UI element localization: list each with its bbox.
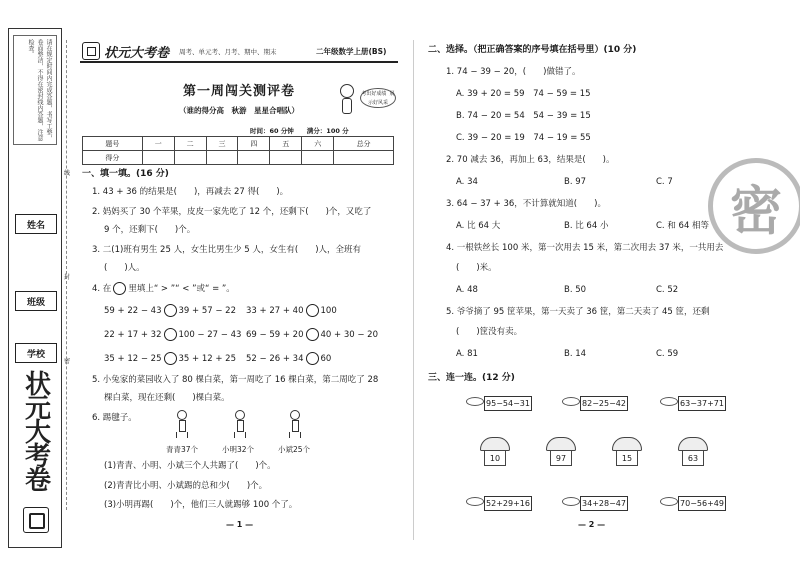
question-2-5b: ( )筐没有卖。 [456, 327, 523, 337]
score-header-cell: 四 [238, 137, 270, 151]
score-cell[interactable] [142, 151, 174, 165]
compare-circle[interactable] [164, 304, 177, 317]
option-b[interactable]: B. 74 − 20 = 54 54 − 39 = 15 [456, 111, 591, 121]
question-1-6: 6. 踢毽子。 [92, 413, 137, 423]
compare-left: 33 + 27 + 40 [246, 306, 304, 316]
question-2-3: 3. 64 − 37 + 36，不计算就知道( )。 [446, 199, 606, 209]
score-header-cell: 六 [302, 137, 334, 151]
question-2-2: 2. 70 减去 36，再加上 63，结果是( )。 [446, 155, 615, 165]
section-1-title: 一、填一填。(16 分) [82, 169, 169, 179]
score-cell[interactable] [174, 151, 206, 165]
section-3-title: 三、连一连。(12 分) [428, 373, 515, 383]
question-1-5a: 5. 小兔家的菜园收入了 80 棵白菜，第一周吃了 16 棵白菜，第二周吃了 28 [92, 375, 379, 385]
score-cell[interactable] [270, 151, 302, 165]
compare-circle[interactable] [306, 304, 319, 317]
compare-row [246, 352, 331, 365]
option-b[interactable]: B. 97 [564, 177, 587, 187]
page-number-right: — 2 — [578, 520, 606, 529]
score-header-row [83, 137, 394, 151]
compare-circle[interactable] [306, 352, 319, 365]
bird-icon [660, 394, 678, 406]
compare-circle[interactable] [306, 328, 319, 341]
kid-illustration [232, 410, 248, 440]
house-number: 15 [616, 450, 638, 466]
score-row-label: 得分 [83, 151, 143, 165]
compare-right: 60 [320, 354, 332, 364]
page-number-left: — 1 — [226, 520, 254, 529]
score-cell[interactable] [302, 151, 334, 165]
bird-icon [466, 494, 484, 506]
grade-label: 二年级数学上册(BS) [316, 47, 387, 56]
question-1-5b: 棵白菜，现在还剩( )棵白菜。 [104, 393, 230, 403]
name-field[interactable]: 姓名 [15, 214, 57, 234]
expression-box[interactable]: 70−56+49 [678, 496, 726, 511]
option-a[interactable]: A. 81 [456, 349, 478, 359]
compare-left: 22 + 17 + 32 [104, 330, 162, 340]
compare-row [104, 304, 236, 317]
option-a[interactable]: A. 比 64 大 [456, 221, 501, 231]
option-c[interactable]: C. 52 [656, 285, 679, 295]
seal-mark-seal: 封 [64, 274, 71, 281]
binding-notice: 请在规定时间内完成答题，书写工整，卷面整洁，不得在密封线内答题，注意检查。 [13, 35, 57, 145]
kid-label: 小明32个 [222, 445, 255, 454]
kid-illustration [174, 410, 190, 440]
question-2-4b: ( )米。 [456, 263, 497, 273]
binding-brand: 状元大考卷 [20, 370, 51, 490]
mascot-illustration [338, 84, 356, 118]
question-1-3a: 3. 二(1)班有男生 25 人，女生比男生少 5 人，女生有( )人，全班有 [92, 245, 362, 255]
page-subtitle: （谁的得分高 秋游 星星合唱队） [179, 106, 299, 115]
section-2-title: 二、选择。（把正确答案的序号填在括号里）(10 分) [428, 45, 637, 55]
option-c[interactable]: C. 39 − 20 = 19 74 − 19 = 55 [456, 133, 591, 143]
compare-row [104, 352, 236, 365]
score-header-cell: 总分 [334, 137, 394, 151]
option-b[interactable]: B. 50 [564, 285, 587, 295]
score-header-cell: 五 [270, 137, 302, 151]
seal-mark-secret: 密 [64, 358, 71, 365]
compare-circle[interactable] [164, 328, 177, 341]
compare-left: 69 − 59 + 20 [246, 330, 304, 340]
bird-icon [562, 394, 580, 406]
school-field[interactable]: 学校 [15, 343, 57, 363]
score-header-cell: 二 [174, 137, 206, 151]
page-divider [413, 40, 414, 540]
compare-right: 40 + 30 − 20 [320, 330, 378, 340]
time-info: 时间：60 分钟 满分：100 分 [250, 127, 349, 135]
compare-left: 52 − 26 + 34 [246, 354, 304, 364]
option-c[interactable]: C. 7 [656, 177, 673, 187]
kid-label: 小斌25个 [278, 445, 311, 454]
option-c[interactable]: C. 59 [656, 349, 679, 359]
question-1-1: 1. 43 + 36 的结果是( )，再减去 27 得( )。 [92, 187, 289, 197]
option-a[interactable]: A. 34 [456, 177, 478, 187]
score-table [82, 136, 394, 165]
house-icon[interactable] [612, 437, 642, 467]
bird-icon [562, 494, 580, 506]
house-number: 63 [682, 450, 704, 466]
score-cell[interactable] [334, 151, 394, 165]
compare-right: 39 + 57 − 22 [178, 306, 236, 316]
score-header-cell: 一 [142, 137, 174, 151]
blank-circle-icon [113, 282, 126, 295]
compare-row [246, 328, 378, 341]
kid-illustration [287, 410, 303, 440]
compare-right: 100 [320, 306, 337, 316]
compare-right: 35 + 12 + 25 [178, 354, 236, 364]
option-b[interactable]: B. 比 64 小 [564, 221, 609, 231]
score-cell[interactable] [238, 151, 270, 165]
question-1-2b: 9 个，还剩下( )个。 [104, 225, 196, 235]
page-title: 第一周闯关测评卷 [182, 84, 295, 99]
expression-box[interactable]: 82−25−42 [580, 396, 628, 411]
question-1-4-post: 里填上“ > ”“ < ”或“ = ”。 [128, 284, 235, 294]
seal-mark-line: 线 [64, 170, 71, 177]
option-a[interactable]: A. 48 [456, 285, 478, 295]
seal-line [66, 40, 67, 510]
kid-label: 青青37个 [166, 445, 199, 454]
question-2-1: 1. 74 − 39 − 20，( )做错了。 [446, 67, 581, 77]
compare-right: 100 − 27 − 43 [178, 330, 242, 340]
question-1-6-1: (1)青青、小明、小斌三个人共踢了( )个。 [104, 461, 276, 471]
compare-row [246, 304, 337, 317]
header-brand: 状元大考卷 [104, 45, 170, 61]
bird-icon [466, 394, 484, 406]
expression-box[interactable]: 52+29+16 [484, 496, 532, 511]
binding-strip [8, 28, 62, 548]
expression-box[interactable]: 63−37+71 [678, 396, 726, 411]
question-2-4a: 4. 一根铁丝长 100 米，第一次用去 15 米，第二次用去 37 米，一共用去 [446, 243, 724, 253]
compare-left: 59 + 22 − 43 [104, 306, 162, 316]
publisher-icon [82, 42, 100, 60]
compare-circle[interactable] [164, 352, 177, 365]
question-1-6-2: (2)青青比小明、小斌踢的总和少( )个。 [104, 481, 268, 491]
question-1-2a: 2. 妈妈买了 30 个苹果，皮皮一家先吃了 12 个，还剩下( )个，又吃了 [92, 207, 372, 217]
publisher-logo-icon [23, 507, 49, 533]
expression-box[interactable]: 95−54−31 [484, 396, 532, 411]
option-b[interactable]: B. 14 [564, 349, 587, 359]
option-a[interactable]: A. 39 + 20 = 59 74 − 59 = 15 [456, 89, 591, 99]
class-field[interactable]: 班级 [15, 291, 57, 311]
secret-stamp: 密 [708, 158, 800, 254]
score-row [83, 151, 394, 165]
compare-left: 35 + 12 − 25 [104, 354, 162, 364]
house-icon[interactable] [546, 437, 576, 467]
score-cell[interactable] [206, 151, 238, 165]
question-1-4-pre: 4. 在 [92, 284, 112, 294]
mascot-bubble: 考出好成绩 展示好风采 [360, 88, 396, 108]
score-header-cell: 题号 [83, 137, 143, 151]
header-rule [80, 61, 398, 63]
house-number: 97 [550, 450, 572, 466]
expression-box[interactable]: 34+28−47 [580, 496, 628, 511]
house-icon[interactable] [678, 437, 708, 467]
header-subtitle: 周考、单元考、月考、期中、期末 [179, 47, 277, 56]
score-header-cell: 三 [206, 137, 238, 151]
question-2-5a: 5. 爷爷摘了 95 筐苹果，第一天卖了 36 筐，第二天卖了 45 筐，还剩 [446, 307, 710, 317]
house-number: 10 [484, 450, 506, 466]
option-c[interactable]: C. 和 64 相等 [656, 221, 710, 231]
question-1-3b: ( )人。 [104, 263, 145, 273]
house-icon[interactable] [480, 437, 510, 467]
question-1-6-3: (3)小明再踢( )个，他们三人就踢够 100 个了。 [104, 500, 298, 510]
compare-row [104, 328, 241, 341]
bird-icon [660, 494, 678, 506]
question-1-4 [92, 282, 235, 295]
